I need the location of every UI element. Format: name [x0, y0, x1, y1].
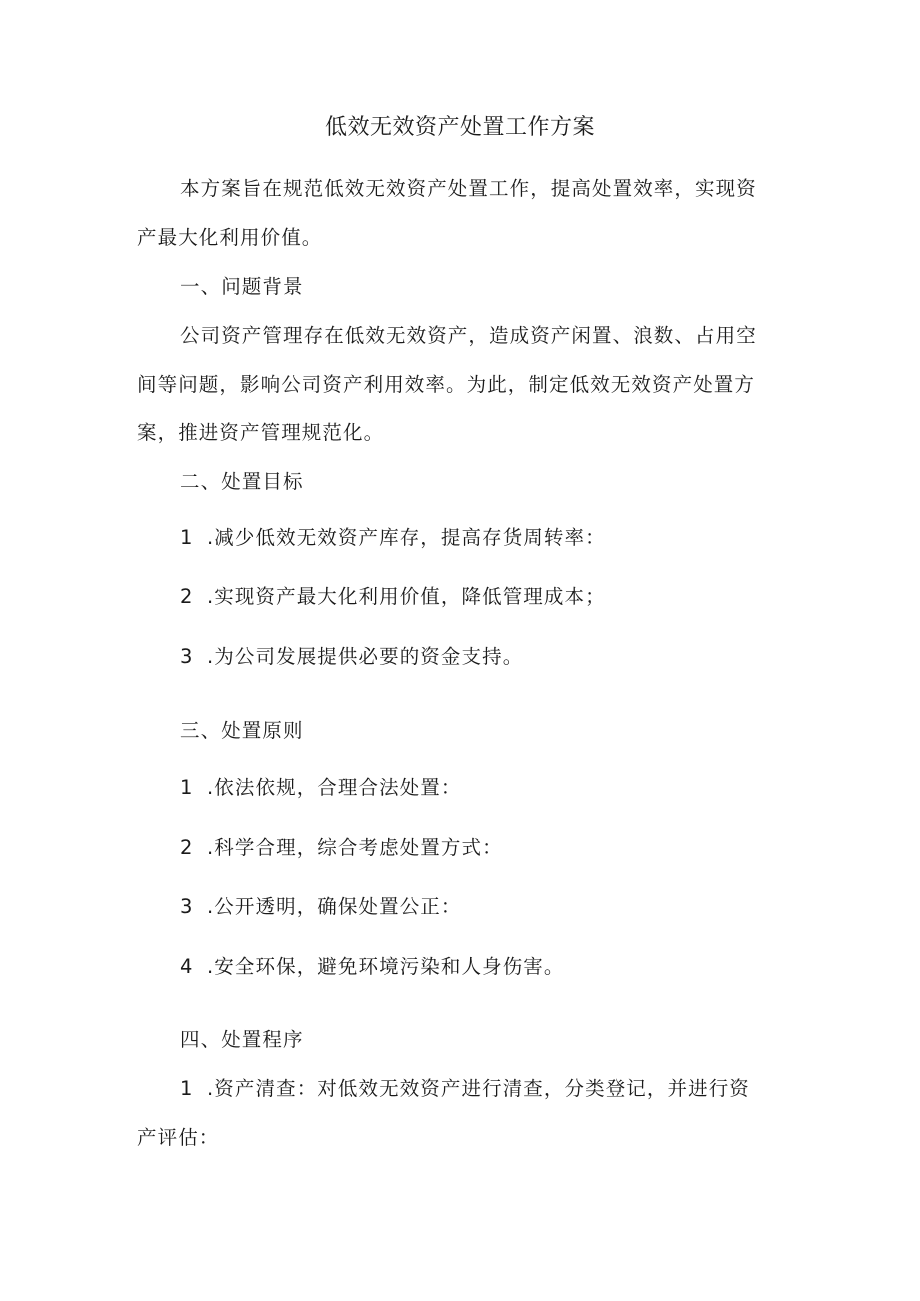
- list-number: 1: [180, 526, 194, 549]
- list-text: .减少低效无效资产库存，提高存货周转率：: [207, 526, 606, 549]
- list-number: 2: [180, 836, 194, 859]
- section-3-item-1: [180, 773, 462, 803]
- list-text: .依法依规，合理合法处置：: [207, 776, 462, 799]
- section-4-item-1-continuation: 产评估：: [137, 1126, 220, 1149]
- section-3-heading: 三、处置原则: [180, 719, 304, 742]
- section-1-line-1: 公司资产管理存在低效无效资产，造成资产闲置、浪数、占用空: [180, 324, 757, 347]
- document-title: 低效无效资产处置工作方案: [324, 115, 595, 140]
- list-number: 2: [180, 585, 194, 608]
- list-text: .安全环保，避免环境污染和人身伤害。: [207, 955, 565, 978]
- section-1-heading: 一、问题背景: [180, 275, 304, 298]
- list-text: .资产清查：对低效无效资产进行清查，分类登记，并进行资: [207, 1077, 750, 1100]
- list-number: 1: [180, 1077, 194, 1100]
- section-3-item-2: [180, 833, 503, 863]
- list-text: .公开透明，确保处置公正：: [207, 895, 462, 918]
- section-3-item-3: [180, 892, 462, 922]
- section-2-item-3: [180, 642, 523, 672]
- section-3-item-4: [180, 952, 565, 982]
- section-1-line-3: 案，推进资产管理规范化。: [137, 421, 385, 444]
- list-text: .为公司发展提供必要的资金支持。: [207, 645, 524, 668]
- section-1-line-2: 间等问题，影响公司资产利用效率。为此，制定低效无效资产处置方: [137, 373, 756, 396]
- list-text: .科学合理，综合考虑处置方式：: [207, 836, 503, 859]
- section-2-item-1: [180, 523, 606, 553]
- section-4-heading: 四、处置程序: [180, 1028, 304, 1051]
- section-2-item-2: [180, 582, 606, 612]
- list-number: 3: [180, 645, 194, 668]
- list-number: 4: [180, 955, 194, 978]
- intro-line-1: 本方案旨在规范低效无效资产处置工作，提高处置效率，实现资: [180, 177, 757, 200]
- list-text: .实现资产最大化利用价值，降低管理成本；: [207, 585, 606, 608]
- list-number: 1: [180, 776, 194, 799]
- list-number: 3: [180, 895, 194, 918]
- section-4-item-1: [180, 1074, 750, 1104]
- section-2-heading: 二、处置目标: [180, 470, 304, 493]
- intro-line-2: 产最大化利用价值。: [137, 226, 323, 249]
